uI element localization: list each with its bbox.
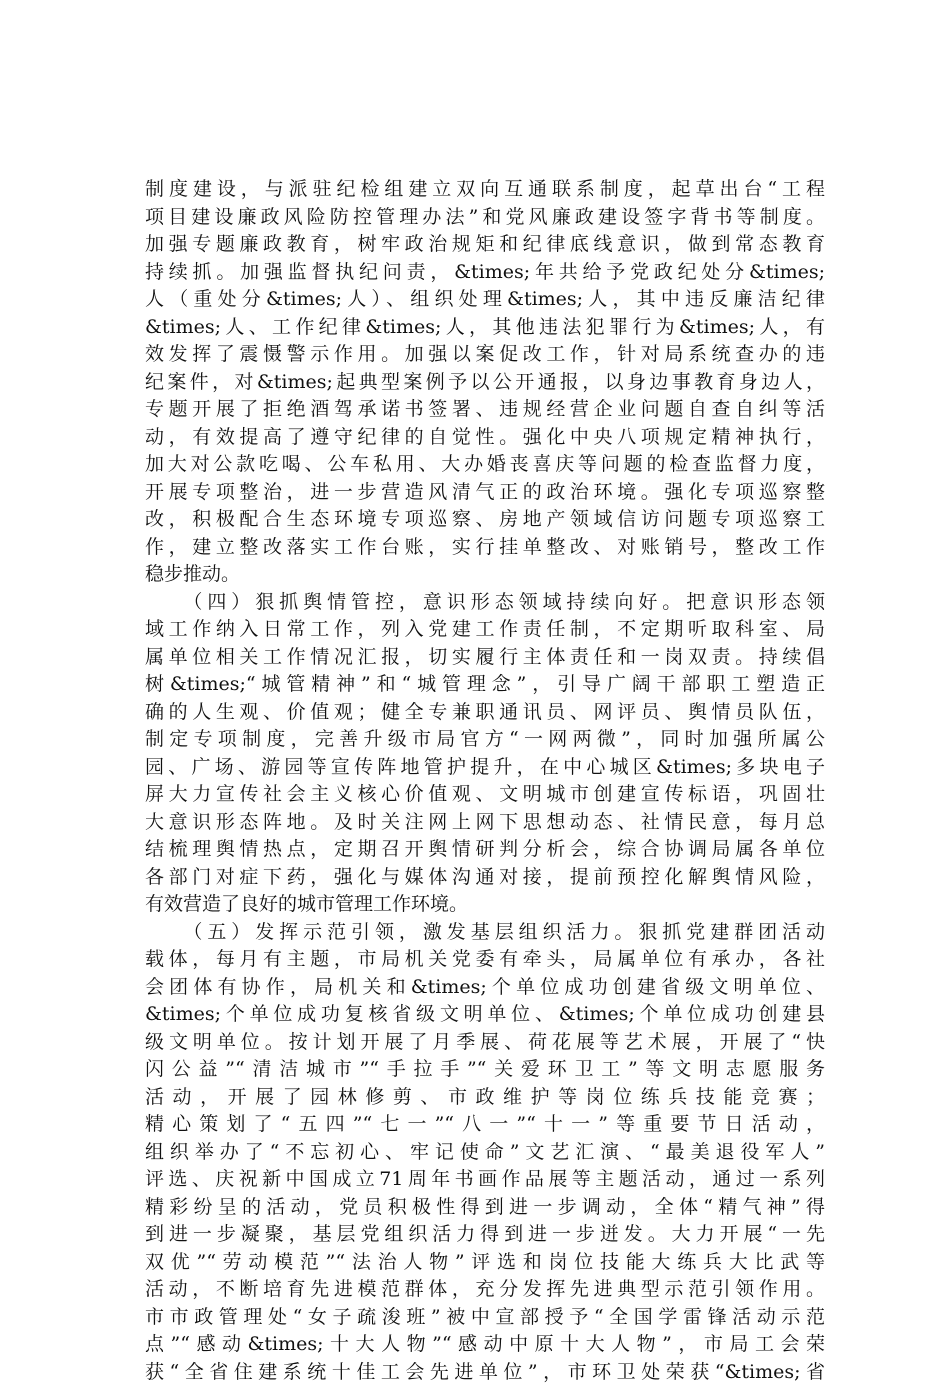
- text-line: 结梳理舆情热点，定期召开舆情研判分析会，综合协调局属各单位: [145, 836, 825, 864]
- text-line: 大意识形态阵地。及时关注网上网下思想动态、社情民意，每月总: [145, 809, 825, 837]
- text-line: 加大对公款吃喝、公车私用、大办婚丧喜庆等问题的检查监督力度，: [145, 451, 825, 479]
- text-line: 持续抓。加强监督执纪问责，&times;年共给予党政纪处分&times;: [145, 259, 825, 287]
- text-line: 纪案件，对&times;起典型案例予以公开通报，以身边事教育身边人，: [145, 369, 825, 397]
- text-line: 确的人生观、价值观；健全专兼职通讯员、网评员、舆情员队伍，: [145, 699, 825, 727]
- text-line: 活动，开展了园林修剪、市政维护等岗位练兵技能竞赛；: [145, 1084, 825, 1112]
- text-line: 屏大力宣传社会主义核心价值观、文明城市创建宣传标语，巩固壮: [145, 781, 825, 809]
- text-line: 域工作纳入日常工作，列入党建工作责任制，不定期听取科室、局: [145, 616, 825, 644]
- text-line: 作，建立整改落实工作台账，实行挂单整改、对账销号，整改工作: [145, 534, 825, 562]
- text-line: 到进一步凝聚，基层党组织活力得到进一步迸发。大力开展“一先: [145, 1221, 825, 1249]
- text-line: 项目建设廉政风险防控管理办法”和党风廉政建设签字背书等制度。: [145, 204, 825, 232]
- text-line: 精彩纷呈的活动，党员积极性得到进一步调动，全体“精气神”得: [145, 1194, 825, 1222]
- document-body: [145, 176, 825, 1386]
- text-line: 双优”“劳动模范”“法治人物”评选和岗位技能大练兵大比武等: [145, 1249, 825, 1277]
- text-line: （四）狠抓舆情管控，意识形态领域持续向好。把意识形态领: [145, 589, 825, 617]
- text-line: &times;个单位成功复核省级文明单位、&times;个单位成功创建县: [145, 1001, 825, 1029]
- text-line: 加强专题廉政教育，树牢政治规矩和纪律底线意识，做到常态教育: [145, 231, 825, 259]
- text-line: 改，积极配合生态环境专项巡察、房地产领域信访问题专项巡察工: [145, 506, 825, 534]
- text-line: 市市政管理处“女子疏浚班”被中宣部授予“全国学雷锋活动示范: [145, 1304, 825, 1332]
- text-line: 会团体有协作，局机关和&times;个单位成功创建省级文明单位、: [145, 974, 825, 1002]
- text-line: 评选、庆祝新中国成立71周年书画作品展等主题活动，通过一系列: [145, 1166, 825, 1194]
- text-line: 稳步推动。: [145, 561, 825, 589]
- text-line: （五）发挥示范引领，激发基层组织活力。狠抓党建群团活动: [145, 919, 825, 947]
- text-line: 树&times;“城管精神”和“城管理念”，引导广阔干部职工塑造正: [145, 671, 825, 699]
- text-line: 人（重处分&times;人）、组织处理&times;人，其中违反廉洁纪律: [145, 286, 825, 314]
- text-line: 级文明单位。按计划开展了月季展、荷花展等艺术展，开展了“快: [145, 1029, 825, 1057]
- text-line: 属单位相关工作情况汇报，切实履行主体责任和一岗双责。持续倡: [145, 644, 825, 672]
- text-line: 制度建设，与派驻纪检组建立双向互通联系制度，起草出台“工程: [145, 176, 825, 204]
- text-line: &times;人、工作纪律&times;人，其他违法犯罪行为&times;人，有: [145, 314, 825, 342]
- text-line: 载体，每月有主题，市局机关党委有牵头，局属单位有承办，各社: [145, 946, 825, 974]
- text-line: 获“全省住建系统十佳工会先进单位”，市环卫处荣获“&times;省: [145, 1359, 825, 1386]
- text-line: 园、广场、游园等宣传阵地管护提升，在中心城区&times;多块电子: [145, 754, 825, 782]
- text-line: 组织举办了“不忘初心、牢记使命”文艺汇演、“最美退役军人”: [145, 1139, 825, 1167]
- text-line: 精心策划了“五四”“七一”“八一”“十一”等重要节日活动，: [145, 1111, 825, 1139]
- text-line: 制定专项制度，完善升级市局官方“一网两微”，同时加强所属公: [145, 726, 825, 754]
- text-line: 闪公益”“清洁城市”“手拉手”“关爱环卫工”等文明志愿服务: [145, 1056, 825, 1084]
- text-line: 活动，不断培育先进模范群体，充分发挥先进典型示范引领作用。: [145, 1276, 825, 1304]
- text-line: 各部门对症下药，强化与媒体沟通对接，提前预控化解舆情风险，: [145, 864, 825, 892]
- text-line: 有效营造了良好的城市管理工作环境。: [145, 891, 825, 919]
- text-line: 点”“感动&times;十大人物”“感动中原十大人物”，市局工会荣: [145, 1331, 825, 1359]
- text-line: 专题开展了拒绝酒驾承诺书签署、违规经营企业问题自查自纠等活: [145, 396, 825, 424]
- text-line: 开展专项整治，进一步营造风清气正的政治环境。强化专项巡察整: [145, 479, 825, 507]
- text-line: 动，有效提高了遵守纪律的自觉性。强化中央八项规定精神执行，: [145, 424, 825, 452]
- text-line: 效发挥了震慑警示作用。加强以案促改工作，针对局系统查办的违: [145, 341, 825, 369]
